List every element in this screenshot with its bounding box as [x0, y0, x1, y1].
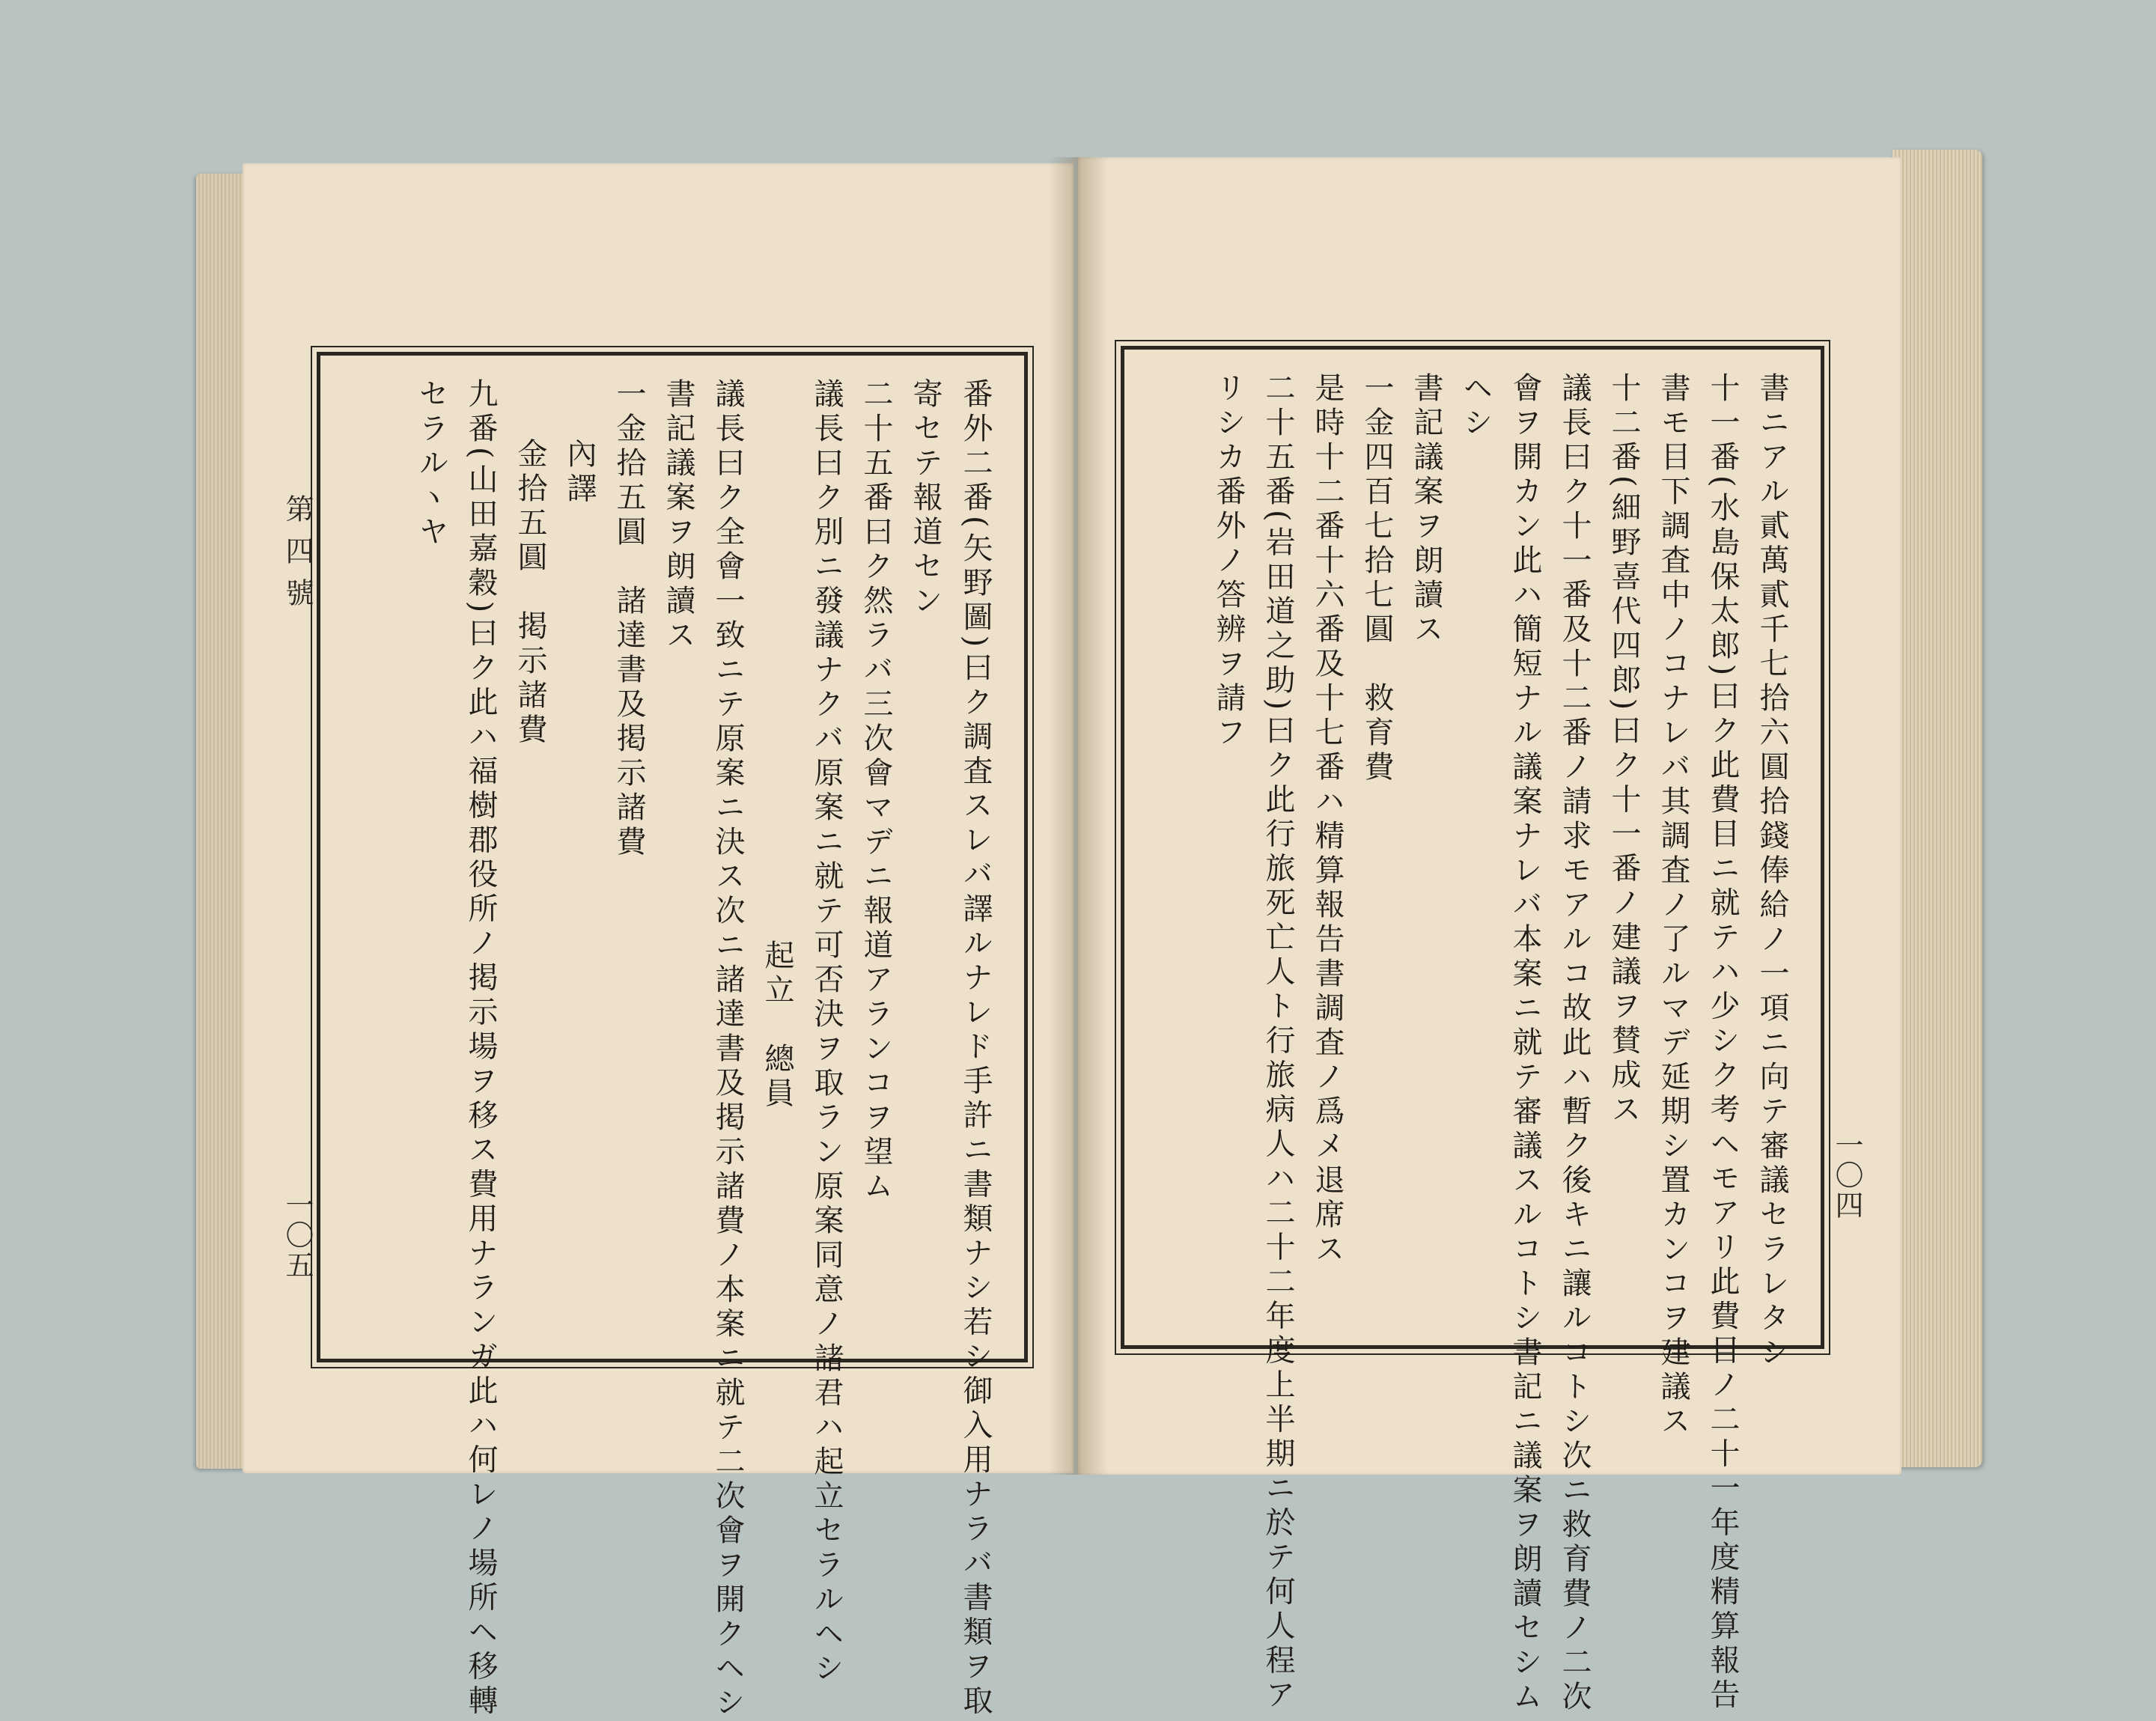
left-text-frame — [317, 352, 1028, 1721]
text-column: 十一番(水島保太郎)曰ク此費目ニ就テハ少シク考ヘモアリ此費目ノ二十一年度精算報告 — [1705, 372, 1740, 1714]
text-column: 書ニアル貳萬貳千七拾六圓拾錢俸給ノ一項ニ向テ審議セラレタシ — [1755, 372, 1789, 1371]
text-column: 金拾五圓 掲示諸費 — [513, 438, 547, 748]
text-column: 議長曰ク別ニ發議ナクバ原案ニ就テ可否決ヲ取ラン原案同意ノ諸君ハ起立セラルヘシ — [809, 378, 844, 1687]
text-column: 議長曰ク十一番及十二番ノ請求モアルコ故此ハ暫ク後キニ讓ルコトシ次ニ救育費ノ二次 — [1557, 372, 1592, 1715]
left-page-header: 第四號 — [281, 494, 314, 620]
right-text-frame — [1121, 346, 1824, 1715]
text-column: 番外二番(矢野圖)曰ク調査スレバ譯ルナレド手許ニ書類ナシ若シ御入用ナラバ書類ヲ取 — [958, 378, 993, 1720]
right-page-number: 一〇四 — [1830, 1130, 1863, 1220]
left-page-edges — [196, 174, 246, 1469]
text-column: 書モ目下調査中ノコナレバ其調査ノ了ルマデ延期シ置カンコヲ建議ス — [1656, 372, 1690, 1440]
text-column: 內譯 — [562, 438, 597, 507]
text-column: 會ヲ開カン此ハ簡短ナル議案ナレバ本案ニ就テ審議スルコトシ書記ニ議案ヲ朗讀セシム — [1508, 372, 1542, 1715]
text-column: 一金拾五圓 諸達書及掲示諸費 — [612, 378, 646, 860]
text-column: 十二番(細野喜代四郎)曰ク十一番ノ建議ヲ賛成ス — [1607, 372, 1641, 1128]
text-column: 二十五番曰ク然ラバ三次會マデニ報道アランコヲ望ム — [859, 378, 893, 1204]
text-column: ヘシ — [1458, 372, 1493, 441]
book-gutter — [1048, 157, 1108, 1475]
text-column: 二十五番(岩田道之助)曰ク此行旅死亡人ト行旅病人ハ二十二年度上半期ニ於テ何人程ア — [1261, 372, 1295, 1714]
text-column: 書記議案ヲ朗讀ス — [1409, 372, 1443, 648]
text-column: セラルヽヤ — [414, 378, 448, 550]
text-column: 九番(山田嘉穀)曰ク此ハ福樹郡役所ノ掲示場ヲ移ス費用ナランガ此ハ何レノ場所ヘ移轉 — [463, 378, 498, 1720]
text-column: 寄セテ報道セン — [908, 378, 943, 619]
text-column: 議長曰ク全會一致ニテ原案ニ決ス次ニ諸達書及掲示諸費ノ本案ニ就テ二次會ヲ開クヘシ — [710, 378, 745, 1721]
text-column: リシカ番外ノ答辨ヲ請フ — [1211, 372, 1246, 751]
right-page-edges — [1892, 150, 1982, 1467]
text-column: 一金四百七拾七圓 救育費 — [1359, 372, 1394, 785]
text-column: 書記議案ヲ朗讀ス — [661, 378, 695, 654]
text-column: 起立 總員 — [760, 939, 794, 1112]
left-page-number: 一〇五 — [281, 1190, 314, 1280]
text-column: 是時十二番十六番及十七番ハ精算報告書調査ノ爲メ退席ス — [1310, 372, 1345, 1267]
